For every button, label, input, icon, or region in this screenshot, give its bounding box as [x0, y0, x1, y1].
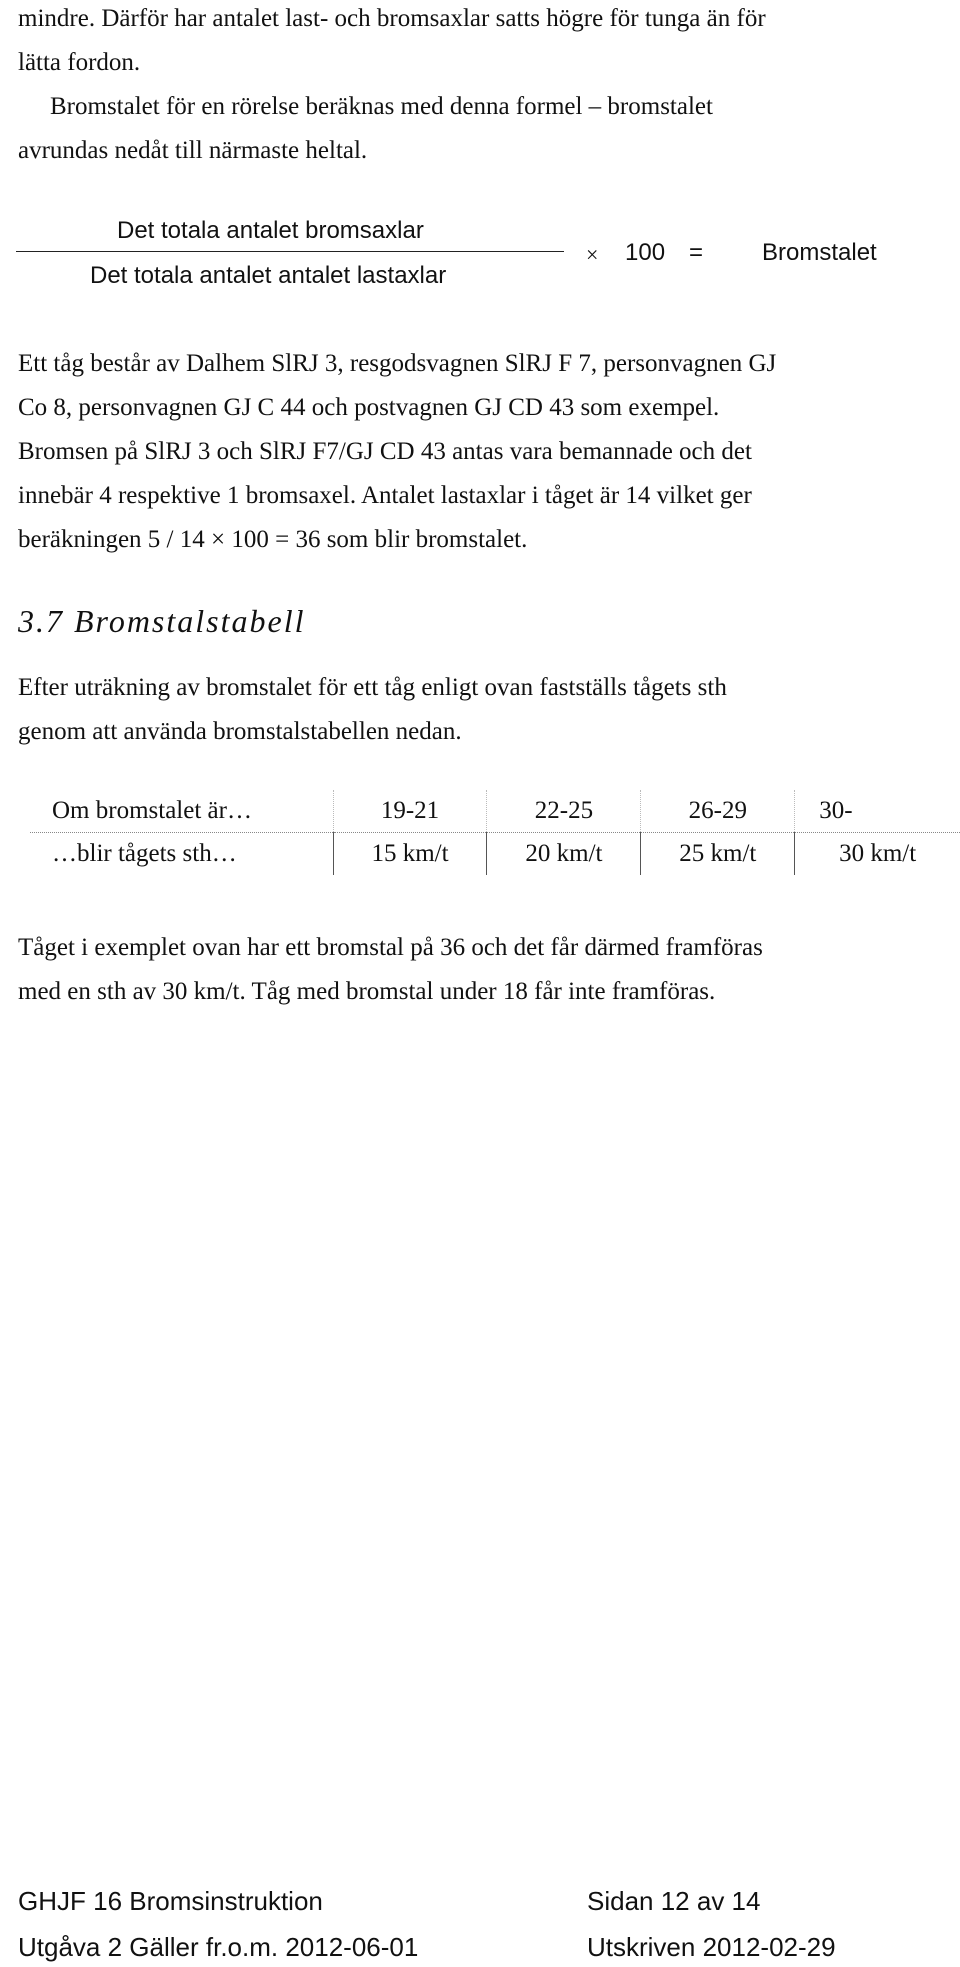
- example-line: Bromsen på SlRJ 3 och SlRJ F7/GJ CD 43 antas vara bemannade och det: [18, 438, 752, 465]
- intro-paragraph: [18, 0, 940, 173]
- table-cell: 30 km/t: [839, 840, 917, 867]
- example-line: innebär 4 respektive 1 bromsaxel. Antalet lastaxlar i tåget är 14 vilket ger: [18, 482, 752, 509]
- footer-page-number: Sidan 12 av 14: [587, 1886, 761, 1916]
- formula-factor: 100: [625, 239, 666, 266]
- table-row: [30, 790, 960, 833]
- brake-table: [30, 790, 960, 875]
- table-cell: 30-: [795, 790, 960, 833]
- intro-line: lätta fordon.: [18, 49, 141, 76]
- conclusion-paragraph: [18, 926, 940, 1014]
- table-cell: 26-29: [641, 790, 795, 833]
- conclusion-line: Tåget i exemplet ovan har ett bromstal på 36 och det får därmed framföras: [18, 934, 763, 961]
- section-paragraph: [18, 666, 940, 754]
- example-line: beräkningen 5 / 14 × 100 = 36 som blir bromstalet.: [18, 526, 528, 553]
- table-row-label: …blir tågets sth…: [30, 833, 333, 876]
- intro-line: mindre. Därför har antalet last- och bromsaxlar satts högre för tunga än för: [18, 5, 766, 32]
- section-line: Efter uträkning av bromstalet för ett tåg enligt ovan fastställs tågets sth: [18, 674, 727, 701]
- table-row-label: Om bromstalet är…: [30, 790, 333, 833]
- table-cell: 20 km/t: [487, 833, 641, 876]
- footer-edition: Utgåva 2 Gäller fr.o.m. 2012-06-01: [18, 1932, 419, 1962]
- formula-denominator: Det totala antalet antalet lastaxlar: [90, 262, 447, 289]
- table-cell: 22-25: [487, 790, 641, 833]
- table-row: [30, 833, 960, 876]
- equals-sign: =: [689, 239, 704, 266]
- fraction-line: [16, 251, 564, 252]
- section-heading: 3.7 Bromstalstabell: [18, 603, 306, 639]
- section-line: genom att använda bromstalstabellen nedan.: [18, 718, 462, 745]
- formula-numerator: Det totala antalet bromsaxlar: [117, 217, 424, 244]
- footer-doc-title: GHJF 16 Bromsinstruktion: [18, 1886, 323, 1916]
- example-line: Co 8, personvagnen GJ C 44 och postvagnen GJ CD 43 som exempel.: [18, 394, 720, 421]
- example-paragraph: [18, 342, 940, 562]
- intro-line: Bromstalet för en rörelse beräknas med denna formel – bromstalet: [50, 93, 713, 120]
- table-cell: 25 km/t: [641, 833, 795, 876]
- formula-result: Bromstalet: [762, 239, 877, 266]
- table-cell: 15 km/t: [333, 833, 487, 876]
- table-cell: 19-21: [333, 790, 487, 833]
- times-sign: ×: [586, 242, 599, 267]
- conclusion-line: med en sth av 30 km/t. Tåg med bromstal under 18 får inte framföras.: [18, 978, 716, 1005]
- intro-line: avrundas nedåt till närmaste heltal.: [18, 137, 368, 164]
- example-line: Ett tåg består av Dalhem SlRJ 3, resgodsvagnen SlRJ F 7, personvagnen GJ: [18, 350, 777, 377]
- footer-printed-date: Utskriven 2012-02-29: [587, 1932, 836, 1962]
